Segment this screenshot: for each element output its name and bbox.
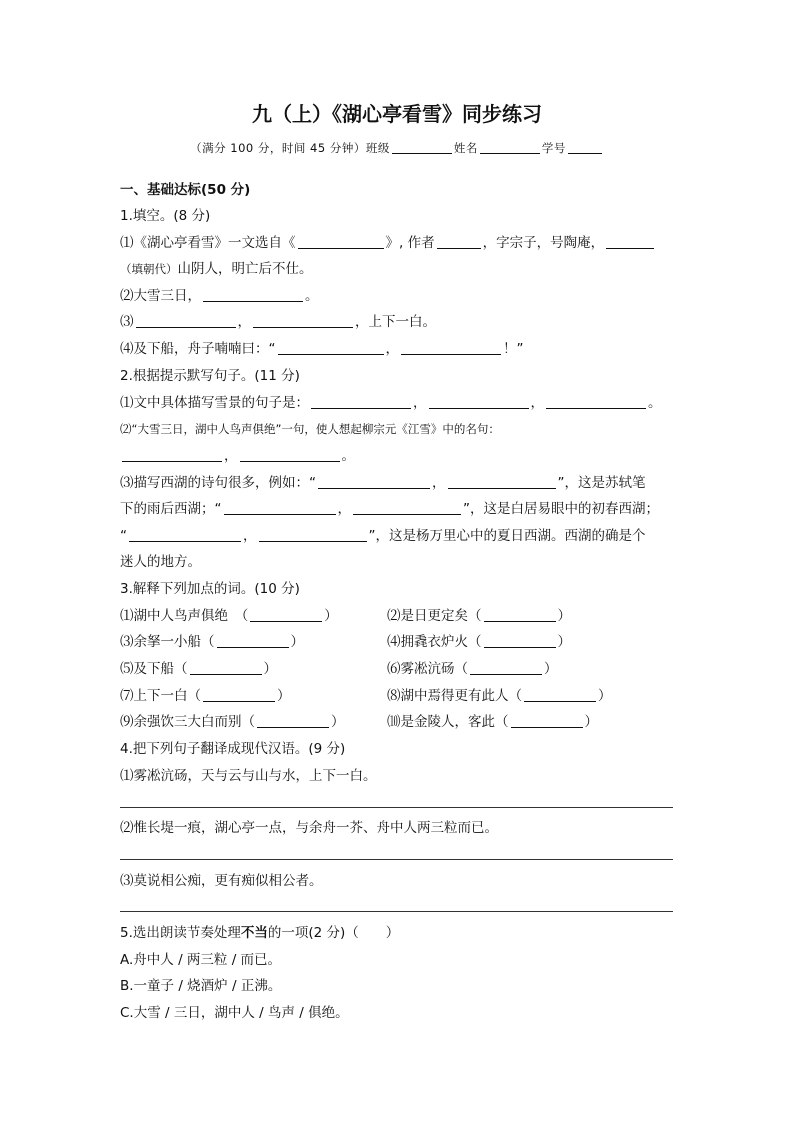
q2-text: ，	[224, 448, 238, 464]
q1-text: ，	[385, 341, 399, 357]
answer-blank[interactable]	[318, 474, 430, 489]
q1-text: ⑷及下船，舟子喃喃曰：“	[120, 341, 276, 357]
answer-line[interactable]	[120, 859, 673, 860]
q3-item-text: ⑻湖中焉得更有此人（	[387, 688, 522, 704]
answer-blank[interactable]	[190, 660, 262, 675]
q3-item-10	[387, 712, 598, 732]
q2-text: “	[120, 528, 127, 544]
q2-text: ，	[337, 501, 351, 517]
subtitle-name: 姓名	[453, 141, 478, 155]
answer-blank[interactable]	[448, 474, 556, 489]
answer-blank[interactable]	[429, 394, 529, 409]
q2-text: ，	[530, 395, 544, 411]
q3-item-text: ⑷拥毳衣炉火（	[387, 634, 482, 650]
q3-item-3	[120, 632, 304, 652]
q3-item-text: ⑹雾凇沆砀（	[387, 661, 468, 677]
q2-text: ”，这是杨万里心中的夏日西湖。西湖的确是个	[368, 528, 646, 544]
q5-head-text: 的一项(2 分)（ ）	[267, 925, 400, 941]
q3-item-text: ⑼余强饮三大白而别（	[120, 714, 255, 730]
q5-emphasis: 不当	[240, 925, 268, 941]
q3-item-5	[120, 659, 277, 679]
q3-item-1	[120, 606, 338, 626]
q1-text: ⑵大雪三日，	[120, 288, 201, 304]
q5-head-text: 5.选出朗读节奏处理	[120, 925, 241, 941]
q3-close: ）	[277, 688, 291, 704]
q3-close: ）	[557, 634, 571, 650]
q4-sentence-2: ⑵惟长堤一痕，湖心亭一点，与余舟一芥、舟中人两三粒而已。	[120, 820, 498, 836]
q1-line5	[120, 339, 524, 359]
answer-blank[interactable]	[122, 447, 222, 462]
q1-text: ，上下一白。	[355, 314, 436, 330]
q1-line1	[120, 233, 656, 253]
q3-item-text: ⑽是金陵人，客此（	[387, 714, 509, 730]
q4-sentence-1: ⑴雾凇沆砀，天与云与山与水，上下一白。	[120, 768, 377, 784]
answer-blank[interactable]	[484, 607, 556, 622]
q3-item-4	[387, 632, 571, 652]
answer-blank[interactable]	[278, 340, 384, 355]
q1-heading: 1.填空。(8 分)	[120, 208, 211, 224]
q2-text: ⑴文中具体描写雪景的句子是：	[120, 395, 309, 411]
answer-blank[interactable]	[511, 713, 583, 728]
q3-item-7	[120, 686, 291, 706]
answer-blank[interactable]	[240, 447, 340, 462]
answer-blank[interactable]	[224, 500, 336, 515]
answer-line[interactable]	[120, 807, 673, 808]
q3-heading: 3.解释下列加点的词。(10 分)	[120, 581, 300, 597]
section-heading: 一、基础达标(50 分)	[120, 182, 251, 198]
answer-blank[interactable]	[129, 527, 241, 542]
answer-blank[interactable]	[401, 340, 501, 355]
q1-text: ！”	[503, 341, 524, 357]
q3-close: ）	[324, 608, 338, 624]
answer-line[interactable]	[120, 911, 673, 912]
q5-option-c[interactable]: C.大雪 / 三日，湖中人 / 鸟声 / 俱绝。	[120, 1005, 349, 1021]
q2-line6	[120, 526, 646, 546]
q1-text: 山阴人，明亡后不仕。	[177, 261, 313, 277]
answer-blank[interactable]	[259, 527, 367, 542]
q1-line3	[120, 286, 319, 306]
q2-line1	[120, 393, 662, 413]
q2-text: ，	[413, 395, 427, 411]
answer-blank[interactable]	[484, 633, 556, 648]
answer-blank[interactable]	[546, 394, 646, 409]
q3-close: ）	[263, 661, 277, 677]
q2-text: ⑶描写西湖的诗句很多，例如：“	[120, 475, 316, 491]
q2-text: 。	[341, 448, 355, 464]
subtitle	[0, 139, 794, 156]
q2-line2: ⑵“大雪三日，湖中人鸟声俱绝”一句，使人想起柳宗元《江雪》中的名句：	[120, 422, 500, 436]
answer-blank[interactable]	[470, 660, 542, 675]
q3-item-8	[387, 686, 612, 706]
subtitle-id: 学号	[541, 141, 566, 155]
q3-close: ）	[290, 634, 304, 650]
q3-close: ）	[557, 608, 571, 624]
q2-line3	[120, 446, 355, 466]
q1-text: ，	[237, 314, 251, 330]
q3-item-text: ⑴湖中人鸟声俱绝 （	[120, 608, 249, 624]
q1-text: 。	[305, 288, 319, 304]
q3-close: ）	[544, 661, 558, 677]
answer-blank[interactable]	[437, 234, 481, 249]
answer-blank[interactable]	[606, 234, 654, 249]
q4-sentence-3: ⑶莫说相公痴，更有痴似相公者。	[120, 873, 323, 889]
q3-item-text: ⑸及下船（	[120, 661, 188, 677]
q2-text: 下的雨后西湖；“	[120, 501, 222, 517]
subtitle-score: （满分 100 分，时间 45 分钟）班级	[190, 141, 390, 155]
q1-text: 》, 作者	[385, 235, 435, 251]
answer-blank[interactable]	[353, 500, 461, 515]
q5-heading	[120, 923, 399, 943]
answer-blank[interactable]	[203, 687, 275, 702]
q1-text: ⑶	[120, 314, 134, 330]
q2-text: ”，这是白居易眼中的初春西湖；	[463, 501, 659, 517]
q2-text: 。	[648, 395, 662, 411]
answer-blank[interactable]	[524, 687, 596, 702]
q1-line2	[120, 259, 313, 279]
q1-text: ，字宗子，号陶庵，	[482, 235, 605, 251]
page-title: 九（上）《湖心亭看雪》同步练习	[252, 102, 542, 126]
answer-blank[interactable]	[253, 313, 353, 328]
answer-blank[interactable]	[311, 394, 411, 409]
q3-item-text: ⑶余拏一小船（	[120, 634, 215, 650]
q5-option-b[interactable]: B.一童子 / 烧酒炉 / 正沸。	[120, 978, 282, 994]
q2-line5	[120, 499, 659, 519]
q3-item-text: ⑺上下一白（	[120, 688, 201, 704]
q3-close: ）	[598, 688, 612, 704]
q3-close: ）	[584, 714, 598, 730]
q2-heading: 2.根据提示默写句子。(11 分)	[120, 368, 300, 384]
q3-close: ）	[331, 714, 345, 730]
name-blank[interactable]	[480, 139, 540, 154]
q1-line4	[120, 312, 436, 332]
answer-blank[interactable]	[250, 607, 322, 622]
answer-blank[interactable]	[217, 633, 289, 648]
q2-text: ”，这是苏轼笔	[557, 475, 646, 491]
q5-option-a[interactable]: A.舟中人 / 两三粒 / 而已。	[120, 952, 282, 968]
q2-line4	[120, 473, 646, 493]
answer-blank[interactable]	[298, 234, 384, 249]
q2-text: ，	[243, 528, 257, 544]
q4-heading: 4.把下列句子翻译成现代汉语。(9 分)	[120, 741, 346, 757]
answer-blank[interactable]	[136, 313, 236, 328]
class-blank[interactable]	[392, 139, 452, 154]
q3-item-2	[387, 606, 571, 626]
q1-text: ⑴《湖心亭看雪》一文选自《	[120, 235, 296, 251]
q3-item-6	[387, 659, 558, 679]
q1-text: （填朝代）	[120, 262, 178, 276]
id-blank[interactable]	[568, 139, 602, 154]
q3-item-text: ⑵是日更定矣（	[387, 608, 482, 624]
answer-blank[interactable]	[257, 713, 329, 728]
answer-blank[interactable]	[203, 287, 303, 302]
q2-line7: 迷人的地方。	[120, 554, 201, 570]
q2-text: ，	[432, 475, 446, 491]
q3-item-9	[120, 712, 345, 732]
